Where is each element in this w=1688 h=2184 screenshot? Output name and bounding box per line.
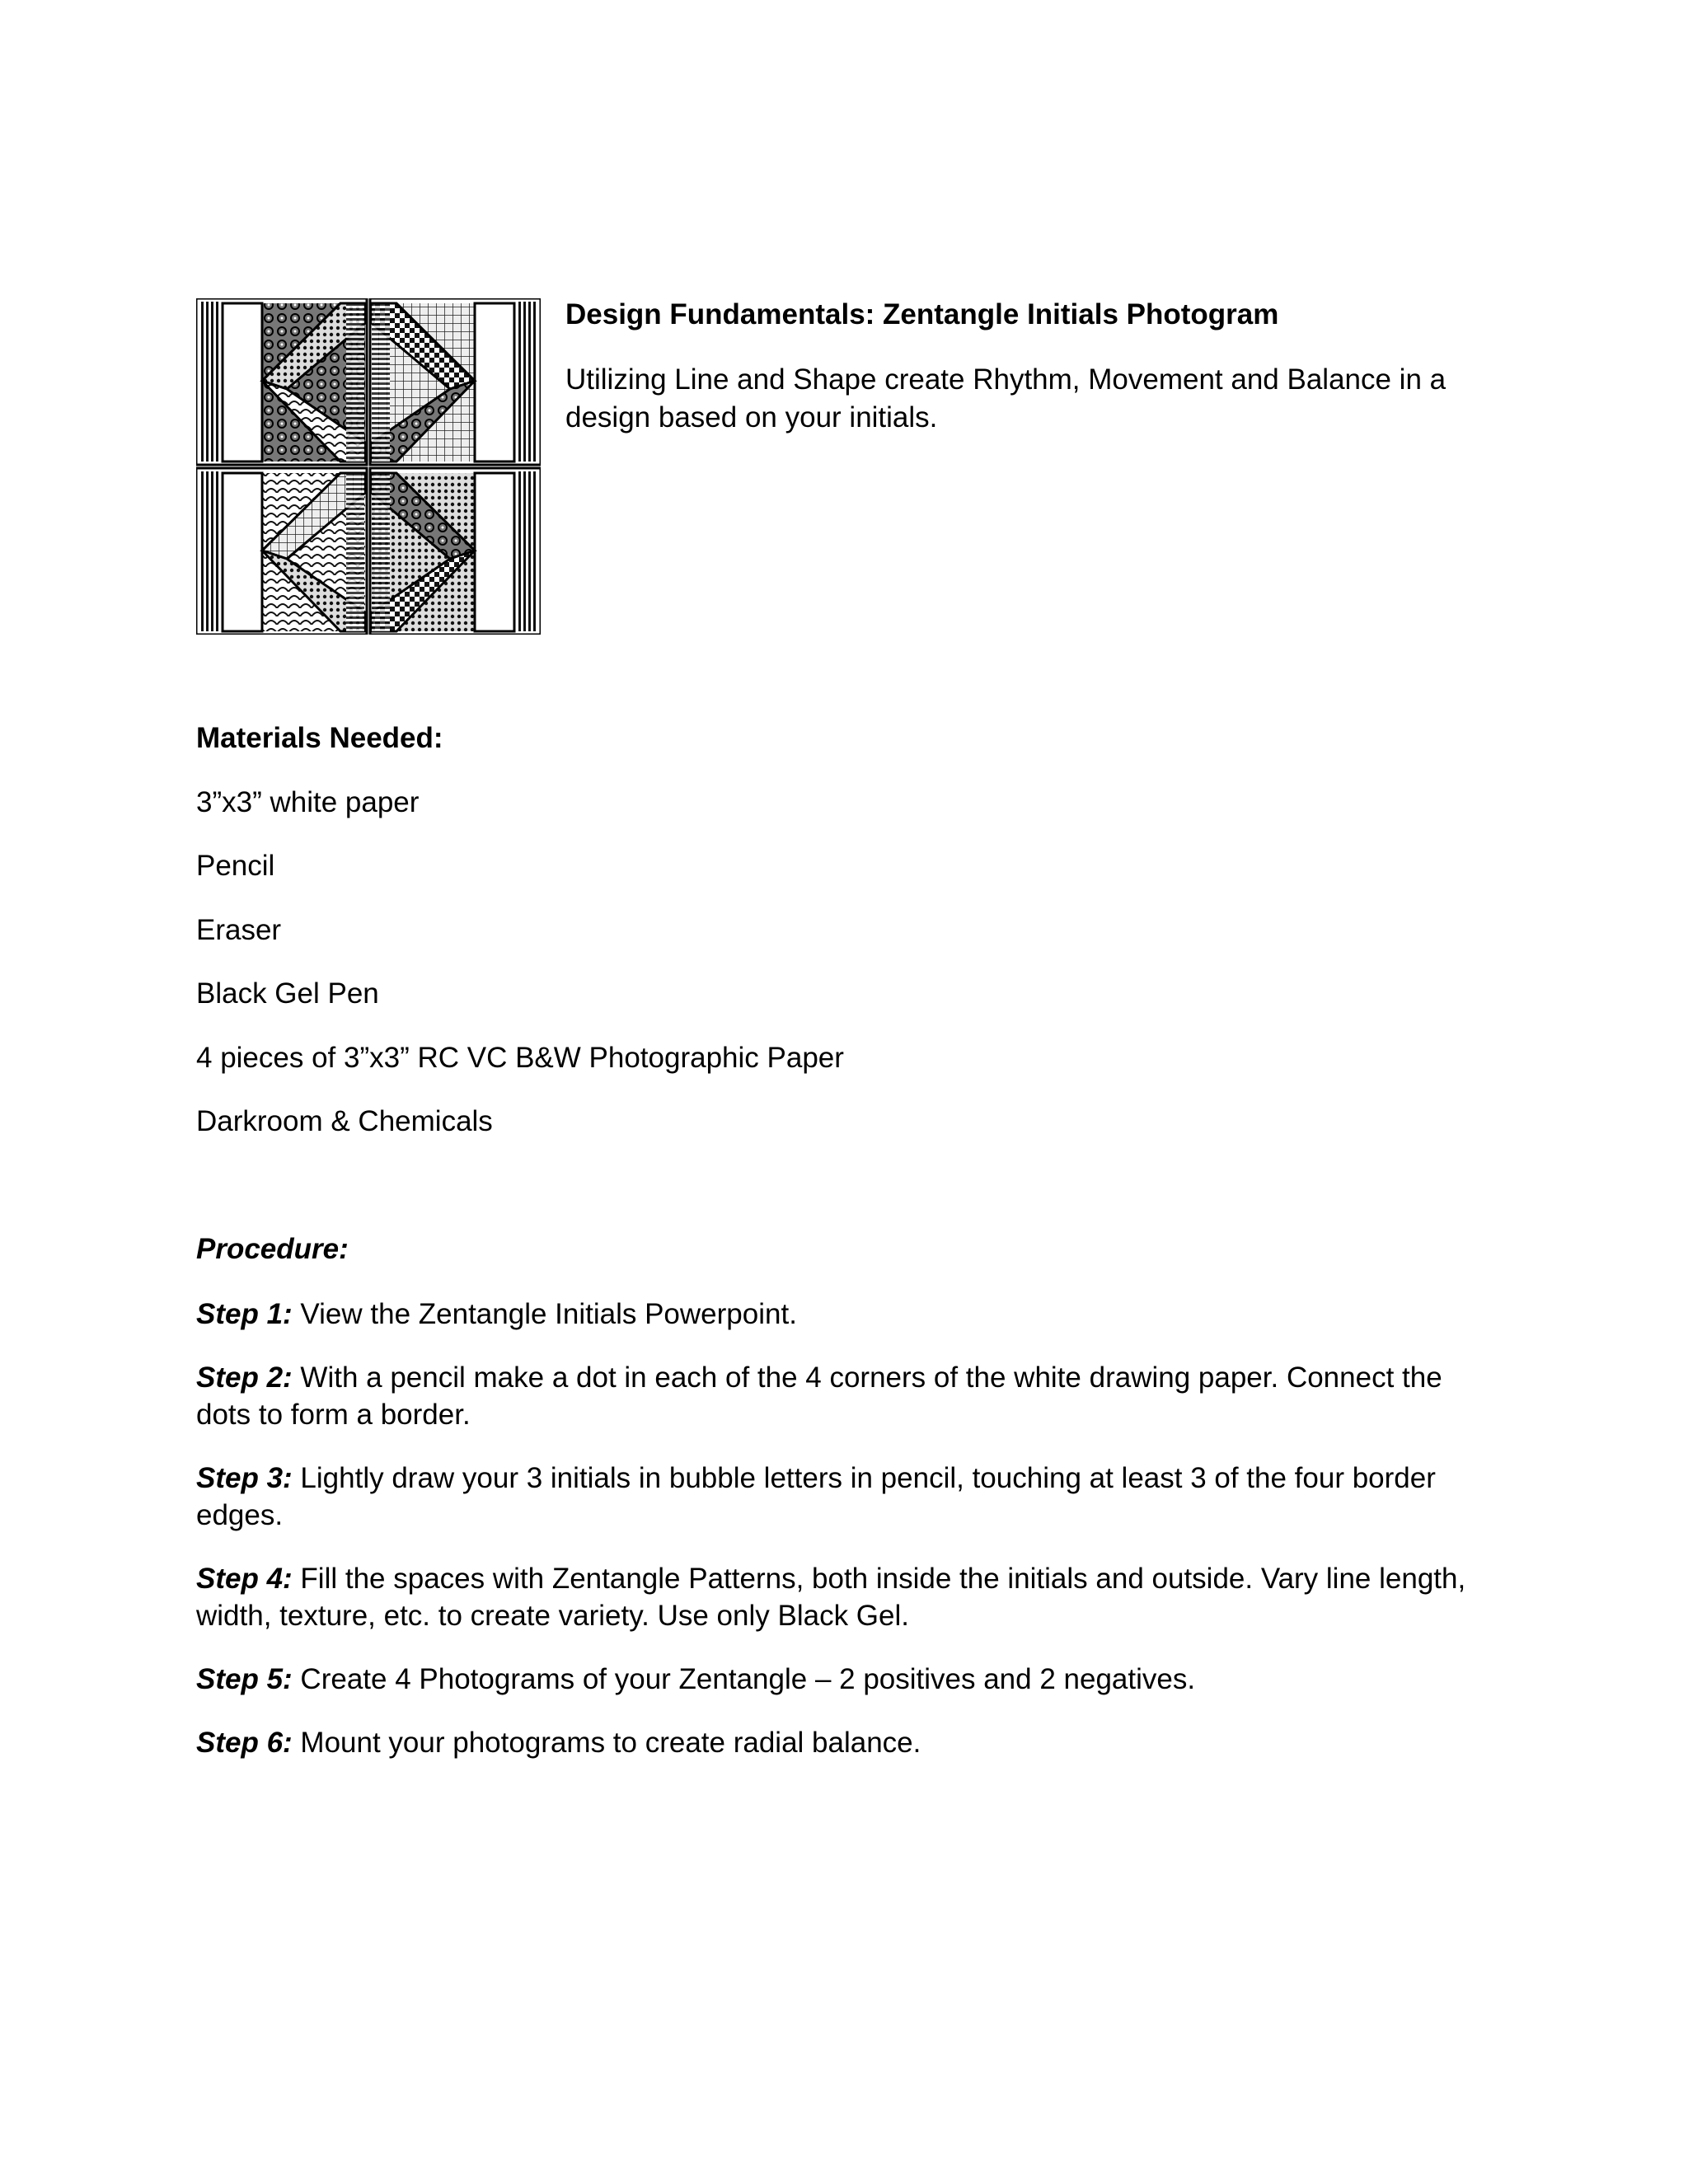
step-item (196, 1359, 1498, 1433)
zentangle-k-photogram-icon (196, 298, 541, 635)
step-text: With a pencil make a dot in each of the 4 corners of the white drawing paper. Connect the dots to form a border. (196, 1361, 1442, 1431)
step-text: Lightly draw your 3 initials in bubble letters in pencil, touching at least 3 of the four border edges. (196, 1462, 1436, 1531)
zentangle-initials-image (196, 298, 541, 635)
procedure-heading: Procedure: (196, 1233, 349, 1265)
step-text: Fill the spaces with Zentangle Patterns, both inside the initials and outside. Vary line length, width, texture, etc. to create variety. Use only Black Gel. (196, 1563, 1466, 1632)
step-text: Create 4 Photograms of your Zentangle – 2 positives and 2 negatives. (292, 1663, 1196, 1695)
step-item (196, 1460, 1498, 1534)
list-item: Eraser (196, 913, 282, 946)
procedure-steps (196, 1296, 1498, 1788)
step-text: Mount your photograms to create radial balance. (292, 1727, 921, 1759)
step-text: View the Zentangle Initials Powerpoint. (292, 1298, 797, 1330)
document-title: Design Fundamentals: Zentangle Initials Photogram (565, 298, 1279, 330)
step-label: Step 6: (196, 1727, 293, 1759)
list-item: 3”x3” white paper (196, 786, 420, 818)
step-label: Step 2: (196, 1361, 293, 1394)
step-item (196, 1661, 1498, 1698)
intro-paragraph: Utilizing Line and Shape create Rhythm, Movement and Balance in a design based on your initials. (565, 363, 1447, 434)
materials-heading: Materials Needed: (196, 722, 443, 754)
list-item: Darkroom & Chemicals (196, 1104, 493, 1137)
list-item: Black Gel Pen (196, 977, 379, 1010)
step-item (196, 1560, 1498, 1634)
list-item: 4 pieces of 3”x3” RC VC B&W Photographic Paper (196, 1041, 844, 1074)
step-label: Step 3: (196, 1462, 293, 1494)
step-label: Step 1: (196, 1298, 293, 1330)
step-label: Step 5: (196, 1663, 293, 1695)
step-label: Step 4: (196, 1563, 293, 1595)
materials-list (196, 785, 844, 1167)
step-item (196, 1296, 1498, 1333)
step-item (196, 1724, 1498, 1761)
list-item: Pencil (196, 850, 275, 883)
